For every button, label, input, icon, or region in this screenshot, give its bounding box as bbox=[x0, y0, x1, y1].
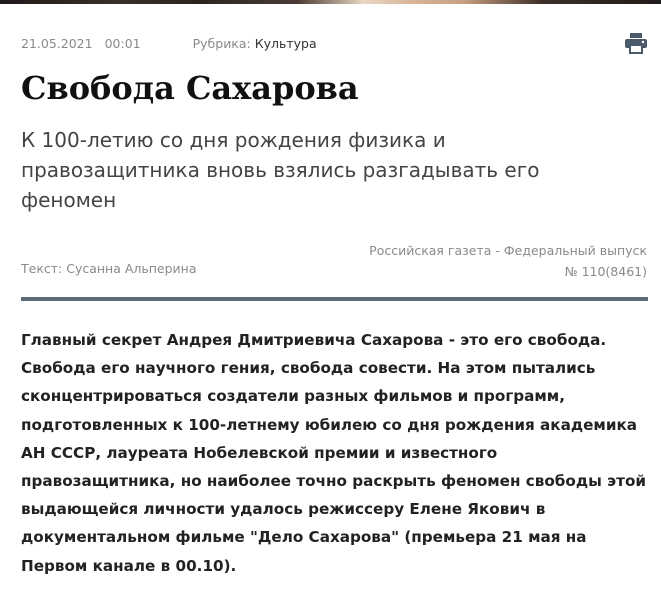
article-lead: Главный секрет Андрея Дмитриевича Сахарова - это его свобода. Свобода его научного гения, свобода совести. На этом пытались сконцентрироваться создатели разных фильмов и программ, подготовленных к 100-летнему юбилею со дня рождения академика АН СССР, лауреата Нобелевской премии и известного правозащитника, но наиболее точно раскрыть феномен свободы этой выдающейся личности удалось режиссеру Елене Якович в документальном фильме "Дело Сахарова" (премьера 21 мая на Первом канале в 00.10). bbox=[21, 331, 647, 575]
header-image-strip bbox=[0, 0, 661, 4]
article-author: Текст: Сусанна Альперина bbox=[21, 261, 197, 276]
issue-number: № 110(8461) bbox=[564, 264, 647, 279]
rubric-link[interactable]: Культура bbox=[254, 35, 317, 51]
article-time: 00:01 bbox=[104, 35, 141, 51]
publication-name[interactable]: Российская газета - Федеральный выпуск bbox=[369, 243, 647, 258]
article-subtitle: К 100-летию со дня рождения физика и правозащитника вновь взялись разгадывать его феномен bbox=[21, 128, 540, 212]
printer-icon bbox=[624, 32, 648, 54]
print-button[interactable] bbox=[624, 32, 648, 54]
rubric-label: Рубрика: bbox=[192, 35, 251, 51]
divider bbox=[21, 297, 648, 301]
article-title: Свобода Сахарова bbox=[21, 69, 359, 107]
article-date: 21.05.2021 bbox=[21, 35, 93, 51]
publication-source bbox=[369, 240, 647, 282]
article-meta bbox=[21, 34, 317, 52]
